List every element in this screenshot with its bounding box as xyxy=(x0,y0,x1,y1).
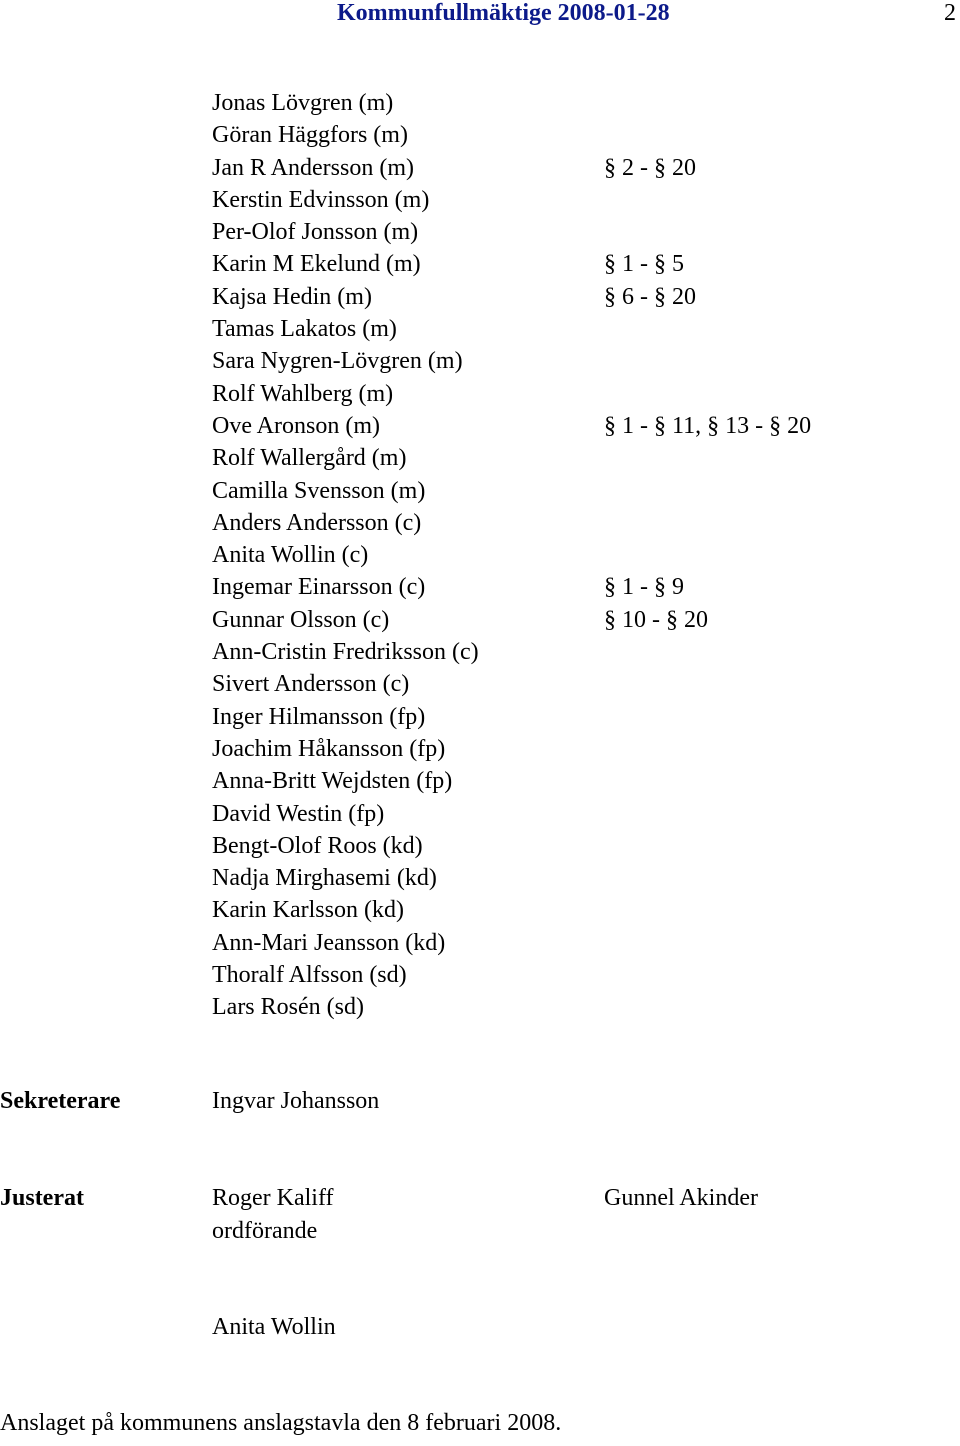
attendee-name: Ann-Mari Jeansson (kd) xyxy=(212,929,446,956)
attendee-row xyxy=(212,248,960,280)
attendee-name: Jan R Andersson (m) xyxy=(212,154,414,181)
attendee-row xyxy=(212,798,960,830)
attendee-sections: § 6 - § 20 xyxy=(604,283,696,310)
attendee-name: Ove Aronson (m) xyxy=(212,412,380,439)
attendee-row xyxy=(212,442,960,474)
attendee-row xyxy=(212,927,960,959)
attendee-row xyxy=(212,345,960,377)
attendee-list xyxy=(212,87,960,1024)
attendee-row xyxy=(212,894,960,926)
attendee-name: Kajsa Hedin (m) xyxy=(212,283,372,310)
attendee-row xyxy=(212,475,960,507)
signer-chair-name: Roger Kaliff xyxy=(212,1185,334,1211)
attendee-row xyxy=(212,959,960,991)
attendee-row xyxy=(212,184,960,216)
attendee-name: Kerstin Edvinsson (m) xyxy=(212,186,430,213)
attendee-name: Sara Nygren-Lövgren (m) xyxy=(212,348,463,375)
attendee-name: Karin Karlsson (kd) xyxy=(212,897,404,924)
signer-third-name: Anita Wollin xyxy=(212,1314,336,1340)
attendee-row xyxy=(212,281,960,313)
attendee-name: David Westin (fp) xyxy=(212,800,385,827)
attendee-name: Thoralf Alfsson (sd) xyxy=(212,962,407,989)
attendee-row xyxy=(212,733,960,765)
attendee-sections: § 10 - § 20 xyxy=(604,606,708,633)
signer-second-name: Gunnel Akinder xyxy=(604,1185,758,1211)
attendee-row xyxy=(212,378,960,410)
attendee-name: Inger Hilmansson (fp) xyxy=(212,703,426,730)
attendee-name: Göran Häggfors (m) xyxy=(212,122,408,149)
attendee-name: Anna-Britt Wejdsten (fp) xyxy=(212,768,453,795)
attendee-row xyxy=(212,571,960,603)
attendee-sections: § 1 - § 11, § 13 - § 20 xyxy=(604,412,812,439)
attendee-row xyxy=(212,507,960,539)
attendee-name: Lars Rosén (sd) xyxy=(212,994,364,1021)
attendee-row xyxy=(212,604,960,636)
attendee-row xyxy=(212,410,960,442)
attendee-row xyxy=(212,991,960,1023)
attendee-row xyxy=(212,539,960,571)
attendee-name: Camilla Svensson (m) xyxy=(212,477,426,504)
attendee-sections: § 2 - § 20 xyxy=(604,154,696,181)
attendee-row xyxy=(212,765,960,797)
attendee-sections: § 1 - § 5 xyxy=(604,251,684,278)
attendee-name: Sivert Andersson (c) xyxy=(212,671,410,698)
attendee-sections: § 1 - § 9 xyxy=(604,574,684,601)
secretary-name: Ingvar Johansson xyxy=(212,1088,380,1114)
attendee-row xyxy=(212,701,960,733)
attendee-name: Gunnar Olsson (c) xyxy=(212,606,390,633)
attendee-row xyxy=(212,216,960,248)
attendee-row xyxy=(212,636,960,668)
attendee-name: Ann-Cristin Fredriksson (c) xyxy=(212,639,479,666)
page-number: 2 xyxy=(944,0,956,26)
attendee-name: Ingemar Einarsson (c) xyxy=(212,574,426,601)
attendee-name: Anders Andersson (c) xyxy=(212,509,422,536)
attendee-name: Jonas Lövgren (m) xyxy=(212,90,394,116)
attendee-name: Per-Olof Jonsson (m) xyxy=(212,219,419,246)
attendee-name: Bengt-Olof Roos (kd) xyxy=(212,832,423,859)
attendee-name: Rolf Wallergård (m) xyxy=(212,445,407,472)
attendee-row xyxy=(212,862,960,894)
header-title: Kommunfullmäktige 2008-01-28 xyxy=(337,0,670,26)
attendee-row xyxy=(212,119,960,151)
attendee-row xyxy=(212,830,960,862)
attendee-name: Karin M Ekelund (m) xyxy=(212,251,421,278)
attendee-name: Nadja Mirghasemi (kd) xyxy=(212,865,437,892)
attendee-row xyxy=(212,87,960,119)
attendee-name: Joachim Håkansson (fp) xyxy=(212,735,446,762)
attendee-row xyxy=(212,668,960,700)
secretary-label: Sekreterare xyxy=(0,1088,121,1114)
signer-chair-role: ordförande xyxy=(212,1218,318,1244)
adjusted-label: Justerat xyxy=(0,1185,84,1211)
attendee-name: Anita Wollin (c) xyxy=(212,542,369,569)
attendee-row xyxy=(212,152,960,184)
attendee-name: Rolf Wahlberg (m) xyxy=(212,380,394,407)
attendee-name: Tamas Lakatos (m) xyxy=(212,316,397,343)
posting-notice: Anslaget på kommunens anslagstavla den 8 februari 2008. xyxy=(0,1410,562,1436)
attendee-row xyxy=(212,313,960,345)
